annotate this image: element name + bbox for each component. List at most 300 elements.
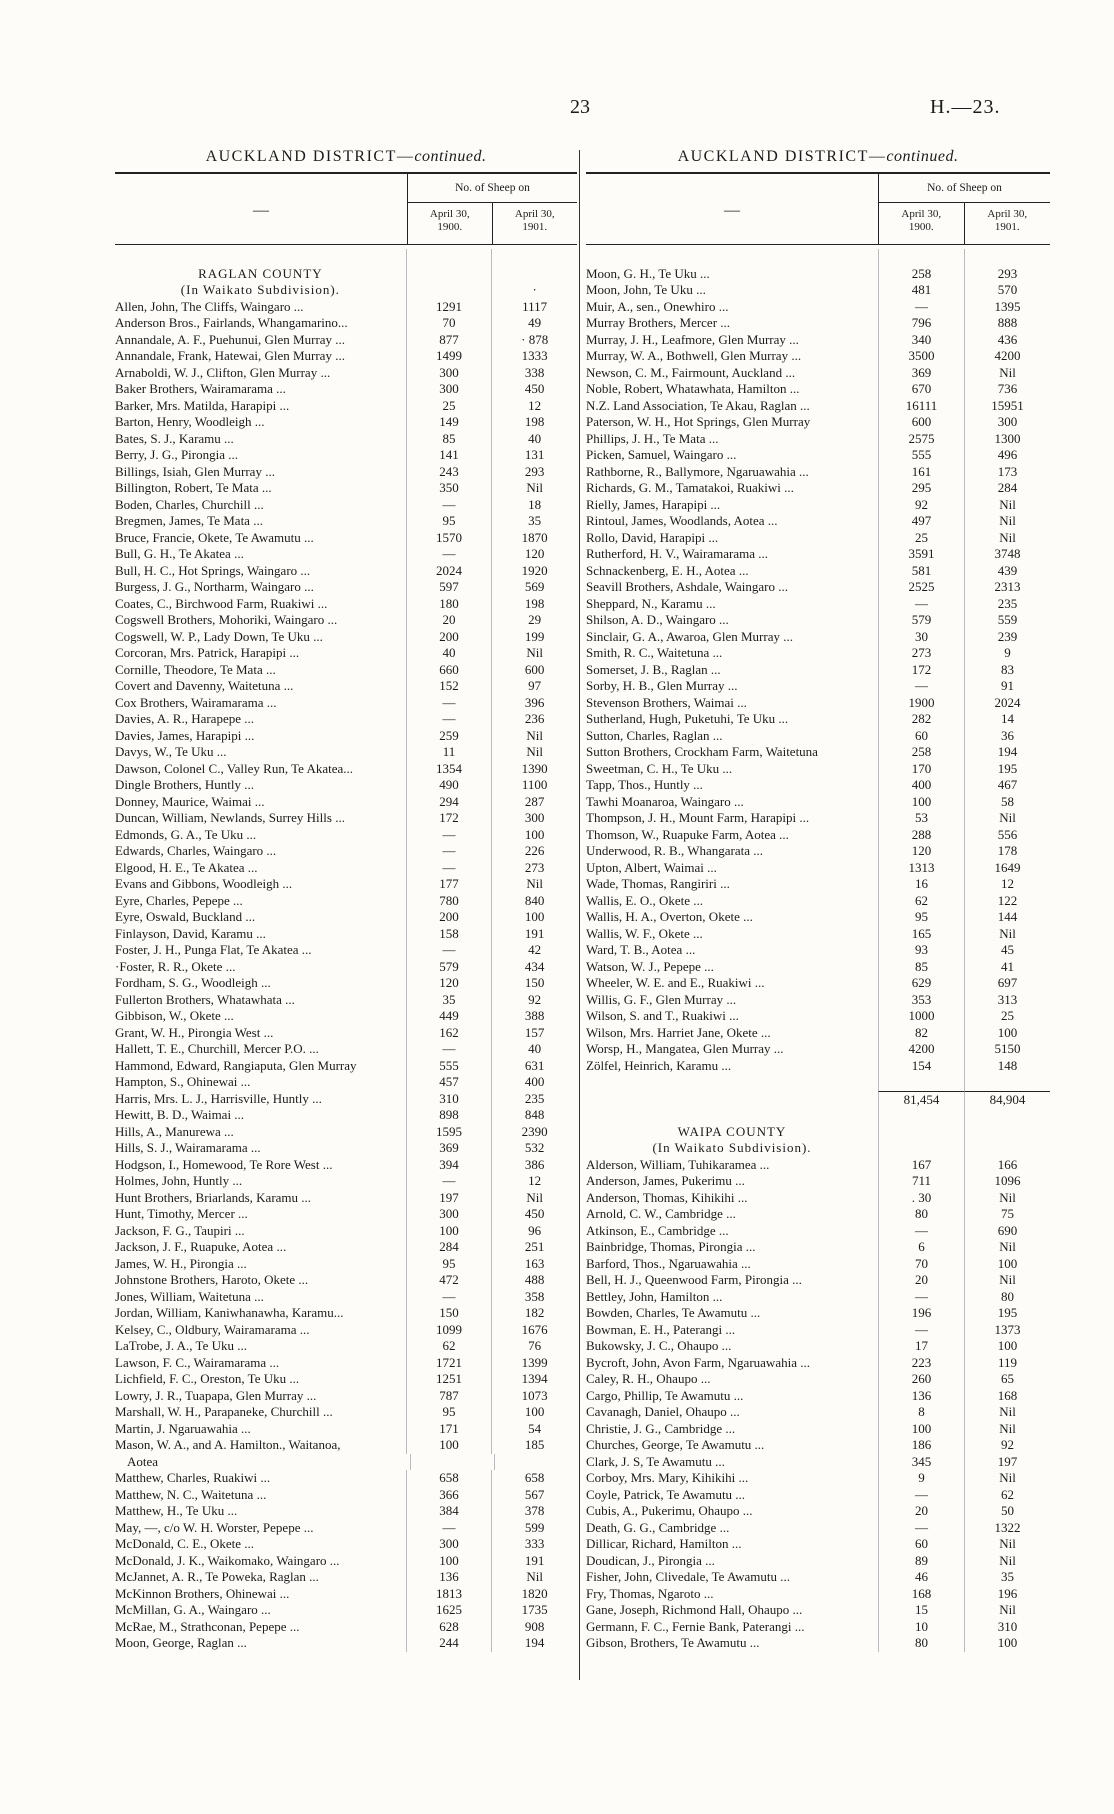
owner-name: Fisher, John, Clivedale, Te Awamutu ...: [586, 1569, 791, 1584]
sheep-1900: —: [406, 843, 493, 860]
sheep-1901: 300: [524, 810, 545, 825]
owner-name: Edmonds, G. A., Te Uku ...: [115, 826, 257, 842]
sheep-1901: Nil: [999, 1239, 1016, 1254]
owner-name: Moon, John, Te Uku ...: [586, 282, 706, 297]
table-row: [115, 695, 577, 712]
sheep-1901: 273: [524, 859, 545, 875]
table-row: [586, 695, 1050, 712]
table-row: [115, 711, 577, 728]
sheep-1901: 12: [528, 1173, 542, 1188]
sheep-1900: 16111: [878, 398, 965, 415]
table-row: [115, 447, 577, 464]
table-row: [115, 843, 577, 860]
sheep-1900: 150: [406, 1305, 493, 1322]
sheep-1901: Nil: [999, 1552, 1016, 1568]
table-row: [115, 744, 577, 761]
sheep-1901: 92: [528, 991, 542, 1007]
sheep-1900: 95: [406, 1404, 493, 1421]
table-row: [115, 1520, 577, 1537]
right-continued: continued.: [886, 148, 959, 165]
sheep-1901: 120: [524, 546, 545, 561]
owner-name: Murray Brothers, Mercer ...: [586, 315, 731, 330]
owner-name: Smith, R. C., Waitetuna ...: [586, 645, 723, 660]
column-divider: [579, 150, 580, 1680]
table-row: [115, 1371, 577, 1388]
sheep-1901: 2024: [994, 694, 1021, 710]
sheep-1901: 1300: [994, 430, 1021, 446]
sheep-1900: —: [406, 1173, 493, 1190]
table-row: [115, 1157, 577, 1174]
table-row: [586, 266, 1050, 283]
sheep-1900: 555: [406, 1058, 493, 1075]
sheep-1900: 136: [406, 1569, 493, 1586]
table-row: [586, 876, 1050, 893]
table-row: [115, 1091, 577, 1108]
table-row: [586, 1025, 1050, 1042]
table-row: [115, 1355, 577, 1372]
sheep-1900: 81,454: [878, 1091, 965, 1108]
owner-name: Rollo, David, Harapipi ...: [586, 529, 719, 545]
sheep-1900: 80: [878, 1635, 965, 1652]
right-col-1900: [879, 203, 965, 244]
sheep-1901: 12: [528, 397, 542, 413]
table-row: [586, 431, 1050, 448]
sheep-1900: 472: [406, 1272, 493, 1289]
table-row: [586, 497, 1050, 514]
table-row: [586, 612, 1050, 629]
sheep-1900: —: [878, 299, 965, 316]
owner-name: Anderson, Thomas, Kihikihi ...: [586, 1189, 748, 1205]
sheep-1900: —: [878, 678, 965, 695]
sheep-1901: Nil: [999, 364, 1016, 380]
owner-name: Cargo, Phillip, Te Awamutu ...: [586, 1387, 744, 1403]
owner-name: Murray, W. A., Bothwell, Glen Murray ...: [586, 348, 802, 363]
sheep-1901: 194: [524, 1635, 545, 1650]
owner-name: Watson, W. J., Pepepe ...: [586, 958, 714, 974]
sheep-1901: 25: [1001, 1008, 1014, 1023]
table-row: [586, 513, 1050, 530]
owner-name: Rielly, James, Harapipi ...: [586, 496, 721, 512]
owner-name: Thompson, J. H., Mount Farm, Harapipi ...: [586, 810, 810, 825]
table-row: [115, 596, 577, 613]
sheep-1900: —: [406, 1289, 493, 1306]
table-row: [586, 810, 1050, 827]
table-row: [115, 579, 577, 596]
right-col2-line1: April 30,: [987, 208, 1028, 220]
table-row: [586, 1586, 1050, 1603]
owner-name: Barton, Henry, Woodleigh ...: [115, 414, 265, 429]
table-row: [115, 1272, 577, 1289]
sheep-1901: 559: [997, 612, 1018, 627]
owner-name: Clark, J. S, Te Awamutu ...: [586, 1453, 725, 1469]
owner-name: Bainbridge, Thomas, Pirongia ...: [586, 1239, 756, 1254]
right-district: AUCKLAND DISTRICT—: [677, 148, 887, 165]
sheep-1900: 172: [406, 810, 493, 827]
sheep-1900: 70: [406, 315, 493, 332]
table-row: [115, 513, 577, 530]
sheep-1901: 58: [1001, 793, 1014, 809]
owner-name: Richards, G. M., Tamatakoi, Ruakiwi ...: [586, 480, 794, 495]
sheep-1900: 95: [878, 909, 965, 926]
sheep-1900: —: [878, 1322, 965, 1339]
table-row: [586, 1602, 1050, 1619]
owner-name: McDonald, C. E., Okete ...: [115, 1536, 255, 1551]
owner-name: Matthew, Charles, Ruakiwi ...: [115, 1470, 271, 1485]
sheep-1900: 136: [878, 1388, 965, 1405]
table-row: [115, 893, 577, 910]
table-row: [115, 794, 577, 811]
sheep-1900: [878, 1074, 965, 1091]
owner-name: Shilson, A. D., Waingaro ...: [586, 612, 729, 627]
sheep-1900: 30: [878, 629, 965, 646]
sheep-1900: 579: [406, 959, 493, 976]
sheep-1901: [492, 266, 577, 283]
table-row: [586, 348, 1050, 365]
sheep-1901: 5150: [994, 1041, 1021, 1056]
sheep-1900: 85: [878, 959, 965, 976]
sheep-1901: 888: [997, 315, 1018, 330]
table-row: [586, 678, 1050, 695]
sheep-1901: 532: [524, 1140, 545, 1155]
sheep-1901: 198: [524, 414, 545, 429]
right-column: [586, 146, 1050, 1652]
sheep-1900: [878, 1140, 965, 1157]
owner-name: Picken, Samuel, Waingaro ...: [586, 447, 737, 462]
sheep-1901: Nil: [526, 727, 543, 743]
table-row: [586, 827, 1050, 844]
sheep-1900: 780: [406, 893, 493, 910]
owner-name: Annandale, Frank, Hatewai, Glen Murray ...: [115, 348, 345, 363]
sheep-1901: 54: [528, 1420, 542, 1436]
right-column-title: [586, 146, 1050, 172]
sheep-1900: 154: [878, 1058, 965, 1075]
sheep-1901: 631: [524, 1057, 545, 1073]
owner-name: Hills, A., Manurewa ...: [115, 1123, 234, 1139]
sheep-1901: 226: [524, 843, 545, 858]
sheep-1900: —: [878, 1520, 965, 1537]
owner-name: Coates, C., Birchwood Farm, Ruakiwi ...: [115, 595, 328, 611]
sheep-1900: [406, 282, 493, 299]
sheep-1900: 2575: [878, 431, 965, 448]
sheep-1900: 167: [878, 1157, 965, 1174]
owner-name: [586, 1107, 878, 1124]
owner-name: Fordham, S. G., Woodleigh ...: [115, 975, 271, 990]
table-row: [586, 530, 1050, 547]
sheep-1901: 36: [1001, 727, 1014, 743]
sheep-1900: 200: [406, 629, 493, 646]
sheep-1901: [965, 1140, 1050, 1157]
sheep-1900: —: [878, 1487, 965, 1504]
sheep-1901: 736: [997, 381, 1018, 396]
right-sheep-group: [878, 174, 1050, 244]
owner-name: Berry, J. G., Pirongia ...: [115, 447, 239, 462]
sheep-1900: [878, 249, 965, 266]
sheep-1901: 293: [524, 463, 545, 479]
sheep-1901: 313: [997, 991, 1018, 1007]
owner-name: Bowman, E. H., Paterangi ...: [586, 1321, 736, 1337]
table-row: [115, 497, 577, 514]
sheep-1901: 239: [997, 628, 1018, 644]
sheep-1901: 65: [1001, 1371, 1014, 1386]
owner-name: Dingle Brothers, Huntly ...: [115, 777, 255, 792]
left-col1-line2: 1900.: [437, 221, 463, 233]
owner-name: Davies, A. R., Harapepe ...: [115, 711, 254, 726]
owner-name: Eyre, Charles, Pepepe ...: [115, 892, 243, 908]
sheep-1900: 369: [406, 1140, 493, 1157]
sheep-1900: 100: [878, 794, 965, 811]
sheep-1900: 80: [878, 1206, 965, 1223]
sheep-1901: 388: [524, 1008, 545, 1023]
sheep-1900: 600: [878, 414, 965, 431]
sheep-1901: 333: [524, 1536, 545, 1551]
owner-name: Rutherford, H. V., Wairamarama ...: [586, 546, 768, 561]
table-row: [586, 1454, 1050, 1471]
sheep-1901: 100: [524, 909, 545, 924]
sheep-1901: Nil: [526, 480, 543, 495]
table-row: [586, 1635, 1050, 1652]
sheep-1901: 191: [524, 1552, 545, 1568]
table-total-row: [586, 1091, 1050, 1108]
sheep-1901: Nil: [526, 1569, 543, 1584]
owner-name: Sutton, Charles, Raglan ...: [586, 727, 723, 743]
owner-name: Hodgson, I., Homewood, Te Rore West ...: [115, 1156, 333, 1172]
owner-name: Baker Brothers, Wairamarama ...: [115, 381, 286, 396]
county-heading: [586, 1140, 1050, 1157]
owner-name: Grant, W. H., Pirongia West ...: [115, 1024, 274, 1040]
sheep-1900: —: [406, 497, 493, 514]
sheep-1900: 243: [406, 464, 493, 481]
right-table-body: [586, 249, 1050, 1652]
sheep-1901: 198: [524, 595, 545, 611]
sheep-1901: 658: [524, 1470, 545, 1485]
owner-name: Cavanagh, Daniel, Ohaupo ...: [586, 1404, 740, 1419]
sheep-1900: 149: [406, 414, 493, 431]
table-row: [586, 1421, 1050, 1438]
table-row: [115, 1421, 577, 1438]
sheep-1901: 131: [524, 447, 545, 462]
owner-name: Bates, S. J., Karamu ...: [115, 430, 234, 446]
sheep-1901: 12: [1001, 876, 1014, 891]
owner-name: Sweetman, C. H., Te Uku ...: [586, 760, 733, 776]
sheep-1900: 2525: [878, 579, 965, 596]
sheep-1901: 50: [1001, 1503, 1014, 1518]
owner-name: Anderson Bros., Fairlands, Whangamarino...: [115, 315, 348, 330]
table-row: [115, 827, 577, 844]
sheep-1900: 353: [878, 992, 965, 1009]
sheep-1900: 1595: [406, 1124, 493, 1141]
left-continued: continued.: [414, 148, 487, 165]
sheep-1901: 556: [997, 826, 1018, 842]
sheep-1901: 166: [997, 1156, 1018, 1172]
sheep-1901: 195: [997, 760, 1018, 776]
table-row: [115, 299, 577, 316]
document-reference: H.—23.: [930, 96, 1001, 118]
table-row: [115, 1107, 577, 1124]
table-row: [586, 249, 1050, 266]
table-row: [586, 1404, 1050, 1421]
sheep-1900: —: [406, 942, 493, 959]
table-row: [586, 1074, 1050, 1091]
sheep-1900: 120: [878, 843, 965, 860]
sheep-1900: 95: [406, 1256, 493, 1273]
sheep-1901: 119: [997, 1354, 1018, 1370]
table-row: [115, 761, 577, 778]
owner-name: Cubis, A., Pukerimu, Ohaupo ...: [586, 1503, 753, 1518]
sheep-1901: 122: [997, 892, 1018, 908]
sheep-1901: 100: [997, 1635, 1018, 1650]
sheep-1901: 144: [997, 909, 1018, 924]
sheep-1900: 366: [406, 1487, 493, 1504]
owner-name: McMillan, G. A., Waingaro ...: [115, 1602, 271, 1617]
owner-name: Finlayson, David, Karamu ...: [115, 925, 266, 941]
sheep-1900: 1900: [878, 695, 965, 712]
county-heading: [586, 1124, 1050, 1141]
sheep-1900: 555: [878, 447, 965, 464]
sheep-1901: 1676: [521, 1321, 548, 1337]
owner-name: Duncan, William, Newlands, Surrey Hills ...: [115, 810, 345, 825]
owner-name: Boden, Charles, Churchill ...: [115, 496, 264, 512]
table-row: [115, 348, 577, 365]
sheep-1900: 152: [406, 678, 493, 695]
table-row: [115, 1569, 577, 1586]
sheep-1900: 100: [878, 1421, 965, 1438]
sheep-1901: 49: [528, 315, 542, 330]
table-row: [115, 1190, 577, 1207]
table-row: [586, 1437, 1050, 1454]
table-row: [115, 1140, 577, 1157]
sheep-1900: 177: [406, 876, 493, 893]
sheep-1900: 92: [878, 497, 965, 514]
sheep-1901: 284: [997, 480, 1018, 495]
sheep-1900: 4200: [878, 1041, 965, 1058]
owner-name: Bowden, Charles, Te Awamutu ...: [586, 1305, 761, 1320]
sheep-1900: 3591: [878, 546, 965, 563]
sheep-1900: 200: [406, 909, 493, 926]
sheep-1901: 450: [524, 1206, 545, 1221]
table-row: [115, 1454, 577, 1471]
table-row: [115, 876, 577, 893]
owner-name: Hunt, Timothy, Mercer ...: [115, 1206, 248, 1221]
owner-name: Tapp, Thos., Huntly ...: [586, 777, 703, 792]
right-group-label: No. of Sheep on: [879, 174, 1050, 203]
owner-name: Bycroft, John, Avon Farm, Ngaruawahia ...: [586, 1354, 810, 1370]
owner-name: Bull, G. H., Te Akatea ...: [115, 546, 244, 561]
table-row: [586, 1008, 1050, 1025]
sheep-1900: 82: [878, 1025, 965, 1042]
county-heading: [115, 266, 577, 283]
sheep-1901: 2390: [521, 1123, 548, 1139]
table-row: [586, 464, 1050, 481]
owner-name: Hampton, S., Ohinewai ...: [115, 1074, 251, 1089]
table-row: [586, 579, 1050, 596]
right-col2-line2: 1901.: [994, 221, 1020, 233]
table-row: [115, 1124, 577, 1141]
sheep-1900: 15: [878, 1602, 965, 1619]
sheep-1901: 908: [524, 1618, 545, 1634]
owner-name: Murray, J. H., Leafmore, Glen Murray ...: [586, 331, 799, 347]
sheep-1901: 1117: [522, 298, 548, 314]
owner-name: Lowry, J. R., Tuapapa, Glen Murray ...: [115, 1387, 317, 1403]
sheep-1901: 182: [524, 1305, 545, 1320]
sheep-1901: Nil: [999, 513, 1016, 528]
sheep-1900: 168: [878, 1586, 965, 1603]
sheep-1901: 100: [997, 1255, 1018, 1271]
table-row: [586, 546, 1050, 563]
sheep-1901: ·: [532, 282, 537, 297]
sheep-1900: 660: [406, 662, 493, 679]
sheep-1901: 396: [524, 694, 545, 710]
owner-name: McJannet, A. R., Te Poweka, Raglan ...: [115, 1569, 319, 1584]
owner-name: Caley, R. H., Ohaupo ...: [586, 1371, 711, 1386]
table-row: [586, 1569, 1050, 1586]
owner-name: LaTrobe, J. A., Te Uku ...: [115, 1338, 247, 1353]
sheep-1900: 172: [878, 662, 965, 679]
table-row: [586, 381, 1050, 398]
owner-name: Davies, James, Harapipi ...: [115, 727, 255, 743]
owner-name: Sorby, H. B., Glen Murray ...: [586, 678, 738, 693]
sheep-1900: 158: [406, 926, 493, 943]
table-row: [586, 1272, 1050, 1289]
table-row: [115, 1602, 577, 1619]
owner-name: Bukowsky, J. C., Ohaupo ...: [586, 1338, 732, 1353]
sheep-1900: 711: [878, 1173, 965, 1190]
table-row: [586, 365, 1050, 382]
sheep-1900: [406, 249, 493, 266]
sheep-1900: —: [878, 1223, 965, 1240]
table-row: [586, 728, 1050, 745]
sheep-1900: 497: [878, 513, 965, 530]
sheep-1900: [878, 1124, 965, 1141]
sheep-1900: 260: [878, 1371, 965, 1388]
sheep-1901: 1649: [994, 859, 1021, 875]
owner-name: Edwards, Charles, Waingaro ...: [115, 843, 277, 858]
sheep-1901: Nil: [526, 1189, 543, 1205]
table-row: [586, 1619, 1050, 1636]
sheep-1901: 4200: [994, 348, 1021, 363]
sheep-1900: 70: [878, 1256, 965, 1273]
sheep-1901: 97: [528, 678, 542, 693]
owner-name: Churches, George, Te Awamutu ...: [586, 1437, 765, 1452]
sheep-1900: 670: [878, 381, 965, 398]
table-row: [115, 1536, 577, 1553]
sheep-1900: 295: [878, 480, 965, 497]
table-row: [586, 1058, 1050, 1075]
table-row: [586, 1173, 1050, 1190]
left-sheep-group: [407, 174, 577, 244]
sheep-1900: 581: [878, 563, 965, 580]
sheep-1900: 100: [406, 1437, 493, 1454]
sheep-1900: 300: [406, 365, 493, 382]
owner-name: McKinnon Brothers, Ohinewai ...: [115, 1585, 290, 1601]
table-row: [115, 1173, 577, 1190]
sheep-1900: 658: [406, 1470, 493, 1487]
sheep-1901: 100: [524, 826, 545, 842]
table-row: [115, 1322, 577, 1339]
owner-name: Billings, Isiah, Glen Murray ...: [115, 463, 275, 479]
owner-name: Cogswell Brothers, Mohoriki, Waingaro ...: [115, 612, 338, 627]
table-row: [586, 1239, 1050, 1256]
sheep-1900: 1313: [878, 860, 965, 877]
sheep-1901: 76: [528, 1338, 542, 1353]
owner-name: Corboy, Mrs. Mary, Kihikihi ...: [586, 1470, 749, 1485]
owner-name: Cogswell, W. P., Lady Down, Te Uku ...: [115, 628, 323, 644]
sheep-1900: 141: [406, 447, 493, 464]
sheep-1900: —: [406, 695, 493, 712]
table-row: [586, 645, 1050, 662]
sheep-1900: 8: [878, 1404, 965, 1421]
table-row: [115, 1206, 577, 1223]
table-row: [586, 860, 1050, 877]
